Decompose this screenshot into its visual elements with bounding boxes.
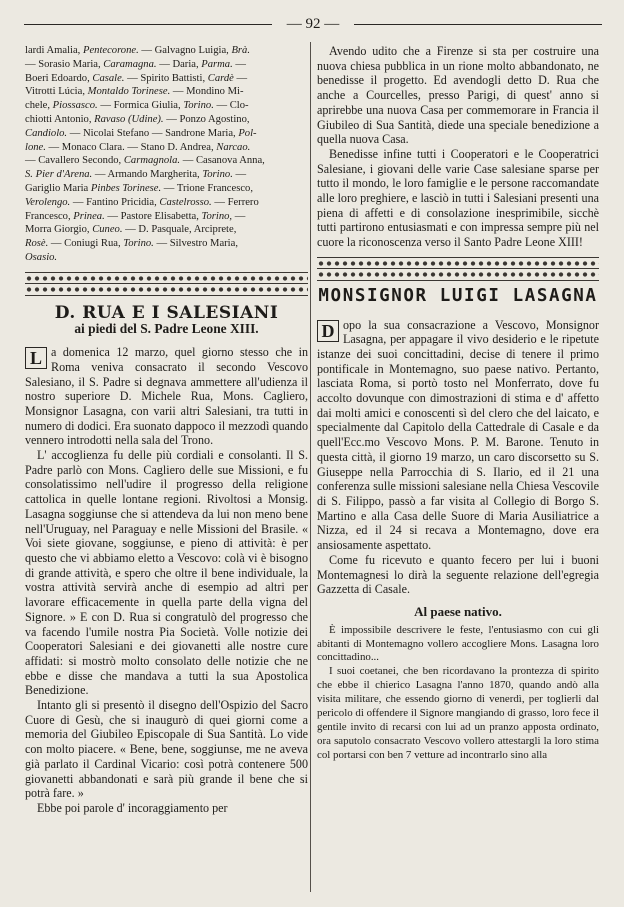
ornament-divider xyxy=(25,272,308,296)
article-paragraph: Avendo udito che a Firenze si sta per costruire una nuova chiesa pubblica in un rione molto abbandonato, ne benedisse il progetto. Ed avendogli detto D. Rua che anche a Courcelles, presso Parigi, di quest' anno si aprirebbe una nuova Casa per commemorare in Francia il Giubileo di Sua Santità, diede una speciale benedizione a quella nuova Casa. xyxy=(317,44,599,147)
donor-list-line: Rosè. — Coniugi Rua, Torino. — Silvestro Maria, xyxy=(25,238,238,250)
donor-list-line: — Sorasio Maria, Caramagna. — Daria, Parma. — xyxy=(25,58,247,70)
article-paragraph: Intanto gli si presentò il disegno dell'Ospizio del Sacro Cuore di Gesù, che si inaugurò di quei giorni come a memoria del Giubileo Episcopale di Sua Santità. Lo vide con molto piacere. « Bene, bene, soggiunse, me ne aveva già parlato il Cardinal Vicario: così potrà contenere 500 giovanetti abbandonati e sarà più grande il bene che si potrà fare. » xyxy=(25,698,308,801)
article-paragraph: D opo la sua consacrazione a Vescovo, Monsignor Lasagna, per appagare il vivo desiderio e le ripetute istanze dei suoi concittadini, decise di tenere il primo pontificale in Montemagno, suo paese nativo. Pertanto, lasciata Roma, si portò tosto nel Monferrato, dove fu accolto dovunque con dimostrazioni di stima e d' affetto dai molti amici e conoscenti sì del clero che del laicato, e specialmente dal Capitolo della Cattedrale di Casale e da quell'Ecc.mo Vescovo Mons. P. M. Barone. Tenuto in questa città, il giorno 19 marzo, un caro discorsetto su S. Giuseppe nella Parrocchia di S. Ilario, ed il 21 una conferenza sulle missioni salesiane nella Chiesa Vescovile di S. Filippo, passò a far visita al Collegio di Borgo S. Martino e alla Casa delle Suore di Maria Ausiliatrice a Nizza, ed il 24 si recava a Montemagno, dove era ansiosamente aspettato. xyxy=(317,317,599,553)
donor-list-line: chiotti Antonio, Ravaso (Udine). — Ponzo Agostino, xyxy=(25,113,250,125)
article-paragraph: Ebbe poi parole d' incoraggiamento per xyxy=(37,800,228,815)
donor-list-line: Boeri Edoardo, Casale. — Spirito Battisti, Cardè — xyxy=(25,72,248,84)
article-paragraph: Come fu ricevuto e quanto fecero per lui i buoni Montemagnesi lo dirà la seguente relazione dell'egregia Gazzetta di Casale. xyxy=(317,552,599,597)
donor-list-line: Verolengo. — Fantino Pricidia, Castelrosso. — Ferrero xyxy=(25,196,259,208)
article-subtitle-rua: ai piedi del S. Padre Leone XIII. xyxy=(74,321,259,337)
donor-list-line: lardi Amalia, Pentecorone. — Galvagno Luigia, Brà. xyxy=(25,45,250,56)
ornament-divider xyxy=(317,257,599,281)
quoted-paragraph: I suoi coetanei, che ben ricordavano la prontezza di spirito che ebbe il chierico Lasagna l'anno 1870, quando andò alla visita militare, che essendo giorno di venerdì, per toglierli dal pericolo di offendere il Signore mangiando di grasso, loro fece il gentile invito di recarsi con lui ad un pranzo apposta ordinato, ora saputolo consacrato Vescovo vollero attestargli la loro stima col portarsi con ben 7 vetture ad incontrarlo sino alla xyxy=(317,665,599,761)
article-paragraph: L a domenica 12 marzo, quel giorno stesso che in Roma veniva consacrato il secondo Vescovo Salesiano, il S. Padre si degnava ammettere all'udienza il nostro superiore D. Michele Rua, Mons. Cagliero, Monsignor Lasagna, con varii altri Salesiani, tra tutti in numero di dodici. Era suonato dappoco il mezzodì quando vennero introdotti nella sala del Trono. xyxy=(25,345,308,448)
article-paragraph: L' accoglienza fu delle più cordiali e consolanti. Il S. Padre parlò con Mons. Cagliero delle sue Missioni, e fu consolatissimo nell'udire il progresso della religione cattolica in quelle lontane regioni. Rivoltosi a Monsig. Lasagna soggiunse che si attendeva da lui non meno bene nell'Uruguay, nel Paraguay e nelle Missioni del Brasile. « Voi siete giovane, soggiunse, e pieno di attività: è per questo che vi abbiamo eletto a Vescovo: colà vi è bisogno di grande attività, e spero che oltre il bene individuale, la vostra attività servirà anche di esempio ad altri per lavorare efficacemente in quella parte della vigna del Signore. » E con D. Rua si congratulò del progresso che va facendo l'umile nostra Pia Società. Volle notizie dei Cooperatori Salesiani e dei giovanetti alle nostre cure affidati: si mostrò molto consolato delle notizie che ne ebbe e disse che mandava a tutti la sua Apostolica Benedizione. xyxy=(25,448,308,698)
donor-list-line: Candiolo. — Nicolai Stefano — Sandrone Maria, Pol- xyxy=(25,127,257,139)
quoted-paragraph: È impossibile descrivere le feste, l'entusiasmo con cui gli abitanti di Montemagno vollero accogliere Mons. Lasagna loro concittadino... xyxy=(317,623,599,664)
donor-list-line: Gariglio Maria Pinbes Torinese. — Trione Francesco, xyxy=(25,182,253,194)
donor-list-line: Osasio. xyxy=(25,251,58,263)
article-paragraph: Benedisse infine tutti i Cooperatori e le Cooperatrici Salesiane, i giovani delle varie Case salesiane sparse per tutto il mondo, le loro famiglie e le persone raccomandate alle loro preghiere, e lasciò in tutti i Salesiani presenti una piena di affetti e di consolazione inesprimibile, sicchè tutti partirono entusiasmati e con impressa sempre più nel cuore la riconoscenza verso il Santo Padre Leone XIII! xyxy=(317,146,599,250)
donor-list-line: Francesco, Prinea. — Pastore Elisabetta, Torino, — xyxy=(25,210,246,222)
column-divider xyxy=(310,42,311,892)
right-column xyxy=(317,44,599,763)
section-subheading: Al paese nativo. xyxy=(414,603,502,619)
donor-list-line: lone. — Monaco Clara. — Stano D. Andrea, Narcao. xyxy=(25,141,251,153)
donor-list-line: Vitrotti Lúcia, Montaldo Torinese. — Mondino Mi- xyxy=(25,86,244,98)
donor-list-line: Morra Giorgio, Cuneo. — D. Pasquale, Arciprete, xyxy=(25,224,237,236)
page-header xyxy=(24,12,602,38)
left-column xyxy=(25,44,308,816)
drop-cap-letter: L xyxy=(25,347,47,369)
donor-list xyxy=(25,44,308,265)
article-title-lasagna: MONSIGNOR LUIGI LASAGNA xyxy=(318,285,598,306)
article-title-rua: D. RUA E I SALESIANI xyxy=(54,302,279,323)
drop-cap-letter: D xyxy=(317,320,339,342)
page-number: — 92 — xyxy=(286,16,340,32)
donor-list-line: S. Pier d'Arena. — Armando Margherita, Torino. — xyxy=(25,169,247,181)
header-rule-right xyxy=(354,24,602,25)
donor-list-line: — Cavallero Secondo, Carmagnola. — Casanova Anna, xyxy=(25,155,265,167)
donor-list-line: chele, Piossasco. — Formica Giulia, Torino. — Clo- xyxy=(25,100,249,112)
